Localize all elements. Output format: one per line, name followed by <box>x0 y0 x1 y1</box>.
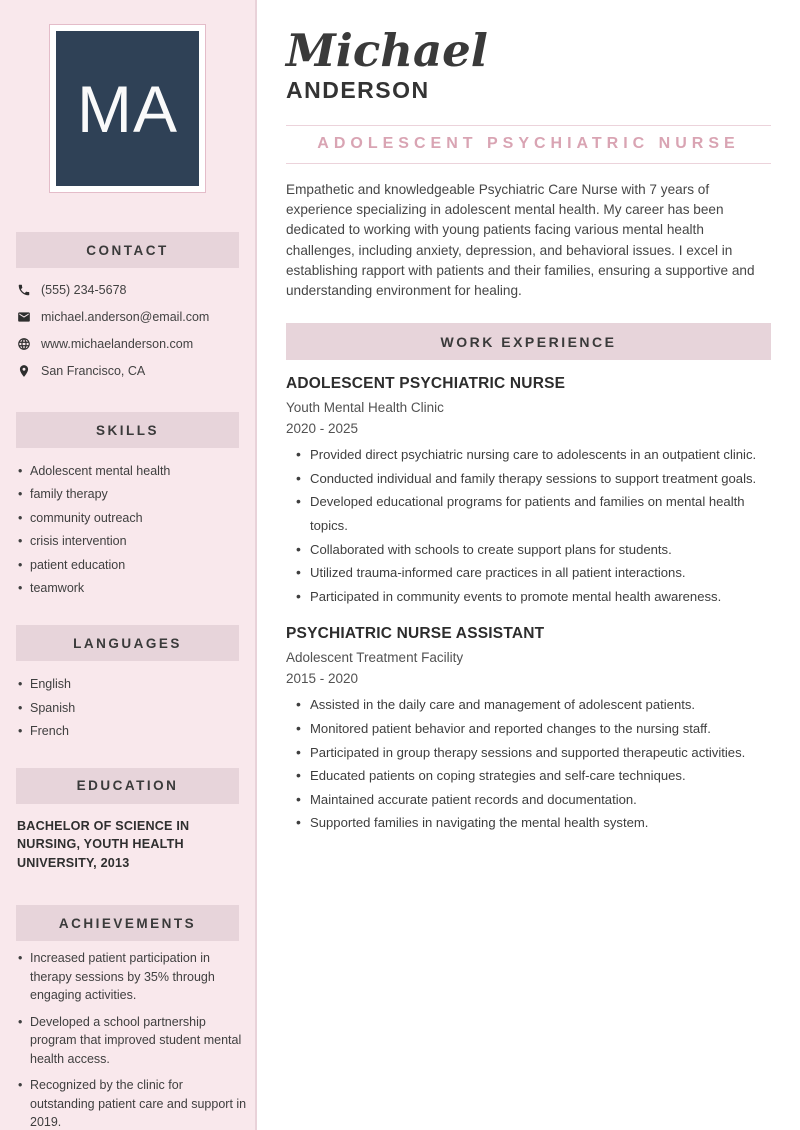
job-company: Adolescent Treatment Facility <box>286 650 464 666</box>
achievements-heading: ACHIEVEMENTS <box>58 915 197 931</box>
achievements-list <box>0 949 255 1130</box>
contact-email-row <box>17 303 245 330</box>
job-bullet: • Participated in group therapy sessions and supported therapeutic activities. <box>310 741 771 765</box>
language-item: • English <box>30 673 245 696</box>
education-section-header <box>16 768 239 804</box>
skill-item: • Adolescent mental health <box>30 460 245 483</box>
job-bullets <box>286 693 771 835</box>
job-bullet: • Assisted in the daily care and management of adolescent patients. <box>310 693 771 717</box>
achievement-item: • Recognized by the clinic for outstanding patient care and support in 2019. <box>30 1076 247 1130</box>
contact-section-header <box>16 232 239 268</box>
job-bullet: • Monitored patient behavior and reported changes to the nursing staff. <box>310 717 771 741</box>
job-title-banner <box>286 125 771 164</box>
job-title: PSYCHIATRIC NURSE ASSISTANT <box>286 625 545 643</box>
achievement-item: • Developed a school partnership program that improved student mental health access. <box>30 1013 247 1069</box>
monogram-frame <box>49 24 206 193</box>
job-bullet: • Supported families in navigating the mental health system. <box>310 811 771 835</box>
job-bullet: • Maintained accurate patient records and documentation. <box>310 788 771 812</box>
phone-value: (555) 234-5678 <box>41 282 127 297</box>
education-heading: EDUCATION <box>76 778 179 794</box>
languages-heading: LANGUAGES <box>73 635 182 651</box>
skill-item: • community outreach <box>30 507 245 530</box>
last-name: ANDERSON <box>286 77 430 103</box>
job-bullet: • Developed educational programs for patients and families on mental health topics. <box>310 490 771 537</box>
monogram-initials: MA <box>77 71 178 146</box>
achievement-item: • Increased patient participation in therapy sessions by 35% through engaging activities. <box>30 949 247 1005</box>
job-bullets <box>286 443 771 608</box>
job-entry <box>286 375 771 608</box>
skill-item: • family therapy <box>30 483 245 506</box>
contact-website-row <box>17 330 245 357</box>
skill-item: • patient education <box>30 554 245 577</box>
skills-list <box>0 460 255 600</box>
work-experience-section-header <box>286 323 771 360</box>
contact-phone-row <box>17 276 245 303</box>
skill-item: • crisis intervention <box>30 530 245 553</box>
job-bullet: • Utilized trauma-informed care practices in all patient interactions. <box>310 561 771 585</box>
skills-heading: SKILLS <box>95 422 159 438</box>
skills-section-header <box>16 412 239 448</box>
job-bullet: • Provided direct psychiatric nursing care to adolescents in an outpatient clinic. <box>310 443 771 467</box>
main-content <box>257 0 800 1130</box>
first-name: Michael <box>286 24 488 77</box>
language-item: • French <box>30 720 245 743</box>
education-degree: BACHELOR OF SCIENCE IN NURSING, YOUTH HEALTH UNIVERSITY, 2013 <box>17 818 190 870</box>
email-icon <box>17 310 31 324</box>
job-bullet: • Educated patients on coping strategies and self-care techniques. <box>310 764 771 788</box>
work-experience-heading: WORK EXPERIENCE <box>440 333 617 350</box>
languages-section-header <box>16 625 239 661</box>
job-bullet: • Conducted individual and family therapy sessions to support treatment goals. <box>310 467 771 491</box>
phone-icon <box>17 283 31 297</box>
contact-heading: CONTACT <box>86 242 169 258</box>
email-value: michael.anderson@email.com <box>41 309 210 324</box>
job-bullet: • Collaborated with schools to create support plans for students. <box>310 538 771 562</box>
location-value: San Francisco, CA <box>41 363 146 378</box>
location-icon <box>17 364 31 378</box>
professional-title: ADOLESCENT PSYCHIATRIC NURSE <box>317 135 740 152</box>
job-company: Youth Mental Health Clinic <box>286 400 444 416</box>
website-value: www.michaelanderson.com <box>41 336 194 351</box>
monogram-box <box>56 31 199 186</box>
job-dates: 2015 - 2020 <box>286 671 359 687</box>
languages-list <box>0 673 255 743</box>
contact-list <box>0 276 255 384</box>
job-title: ADOLESCENT PSYCHIATRIC NURSE <box>286 375 566 393</box>
skill-item: • teamwork <box>30 577 245 600</box>
job-bullet: • Participated in community events to promote mental health awareness. <box>310 585 771 609</box>
professional-summary: Empathetic and knowledgeable Psychiatric Care Nurse with 7 years of experience specializing in adolescent mental health. My career has been dedicated to working with young patients facing various mental health challenges, including anxiety, depression, and behavioral issues. I excel in establishing rapport with patients and their families, ensuring a supportive and understanding environment for healing. <box>286 182 755 299</box>
contact-location-row <box>17 357 245 384</box>
job-entry <box>286 625 771 835</box>
globe-icon <box>17 337 31 351</box>
achievements-section-header <box>16 905 239 941</box>
sidebar <box>0 0 257 1130</box>
language-item: • Spanish <box>30 697 245 720</box>
job-dates: 2020 - 2025 <box>286 421 359 437</box>
